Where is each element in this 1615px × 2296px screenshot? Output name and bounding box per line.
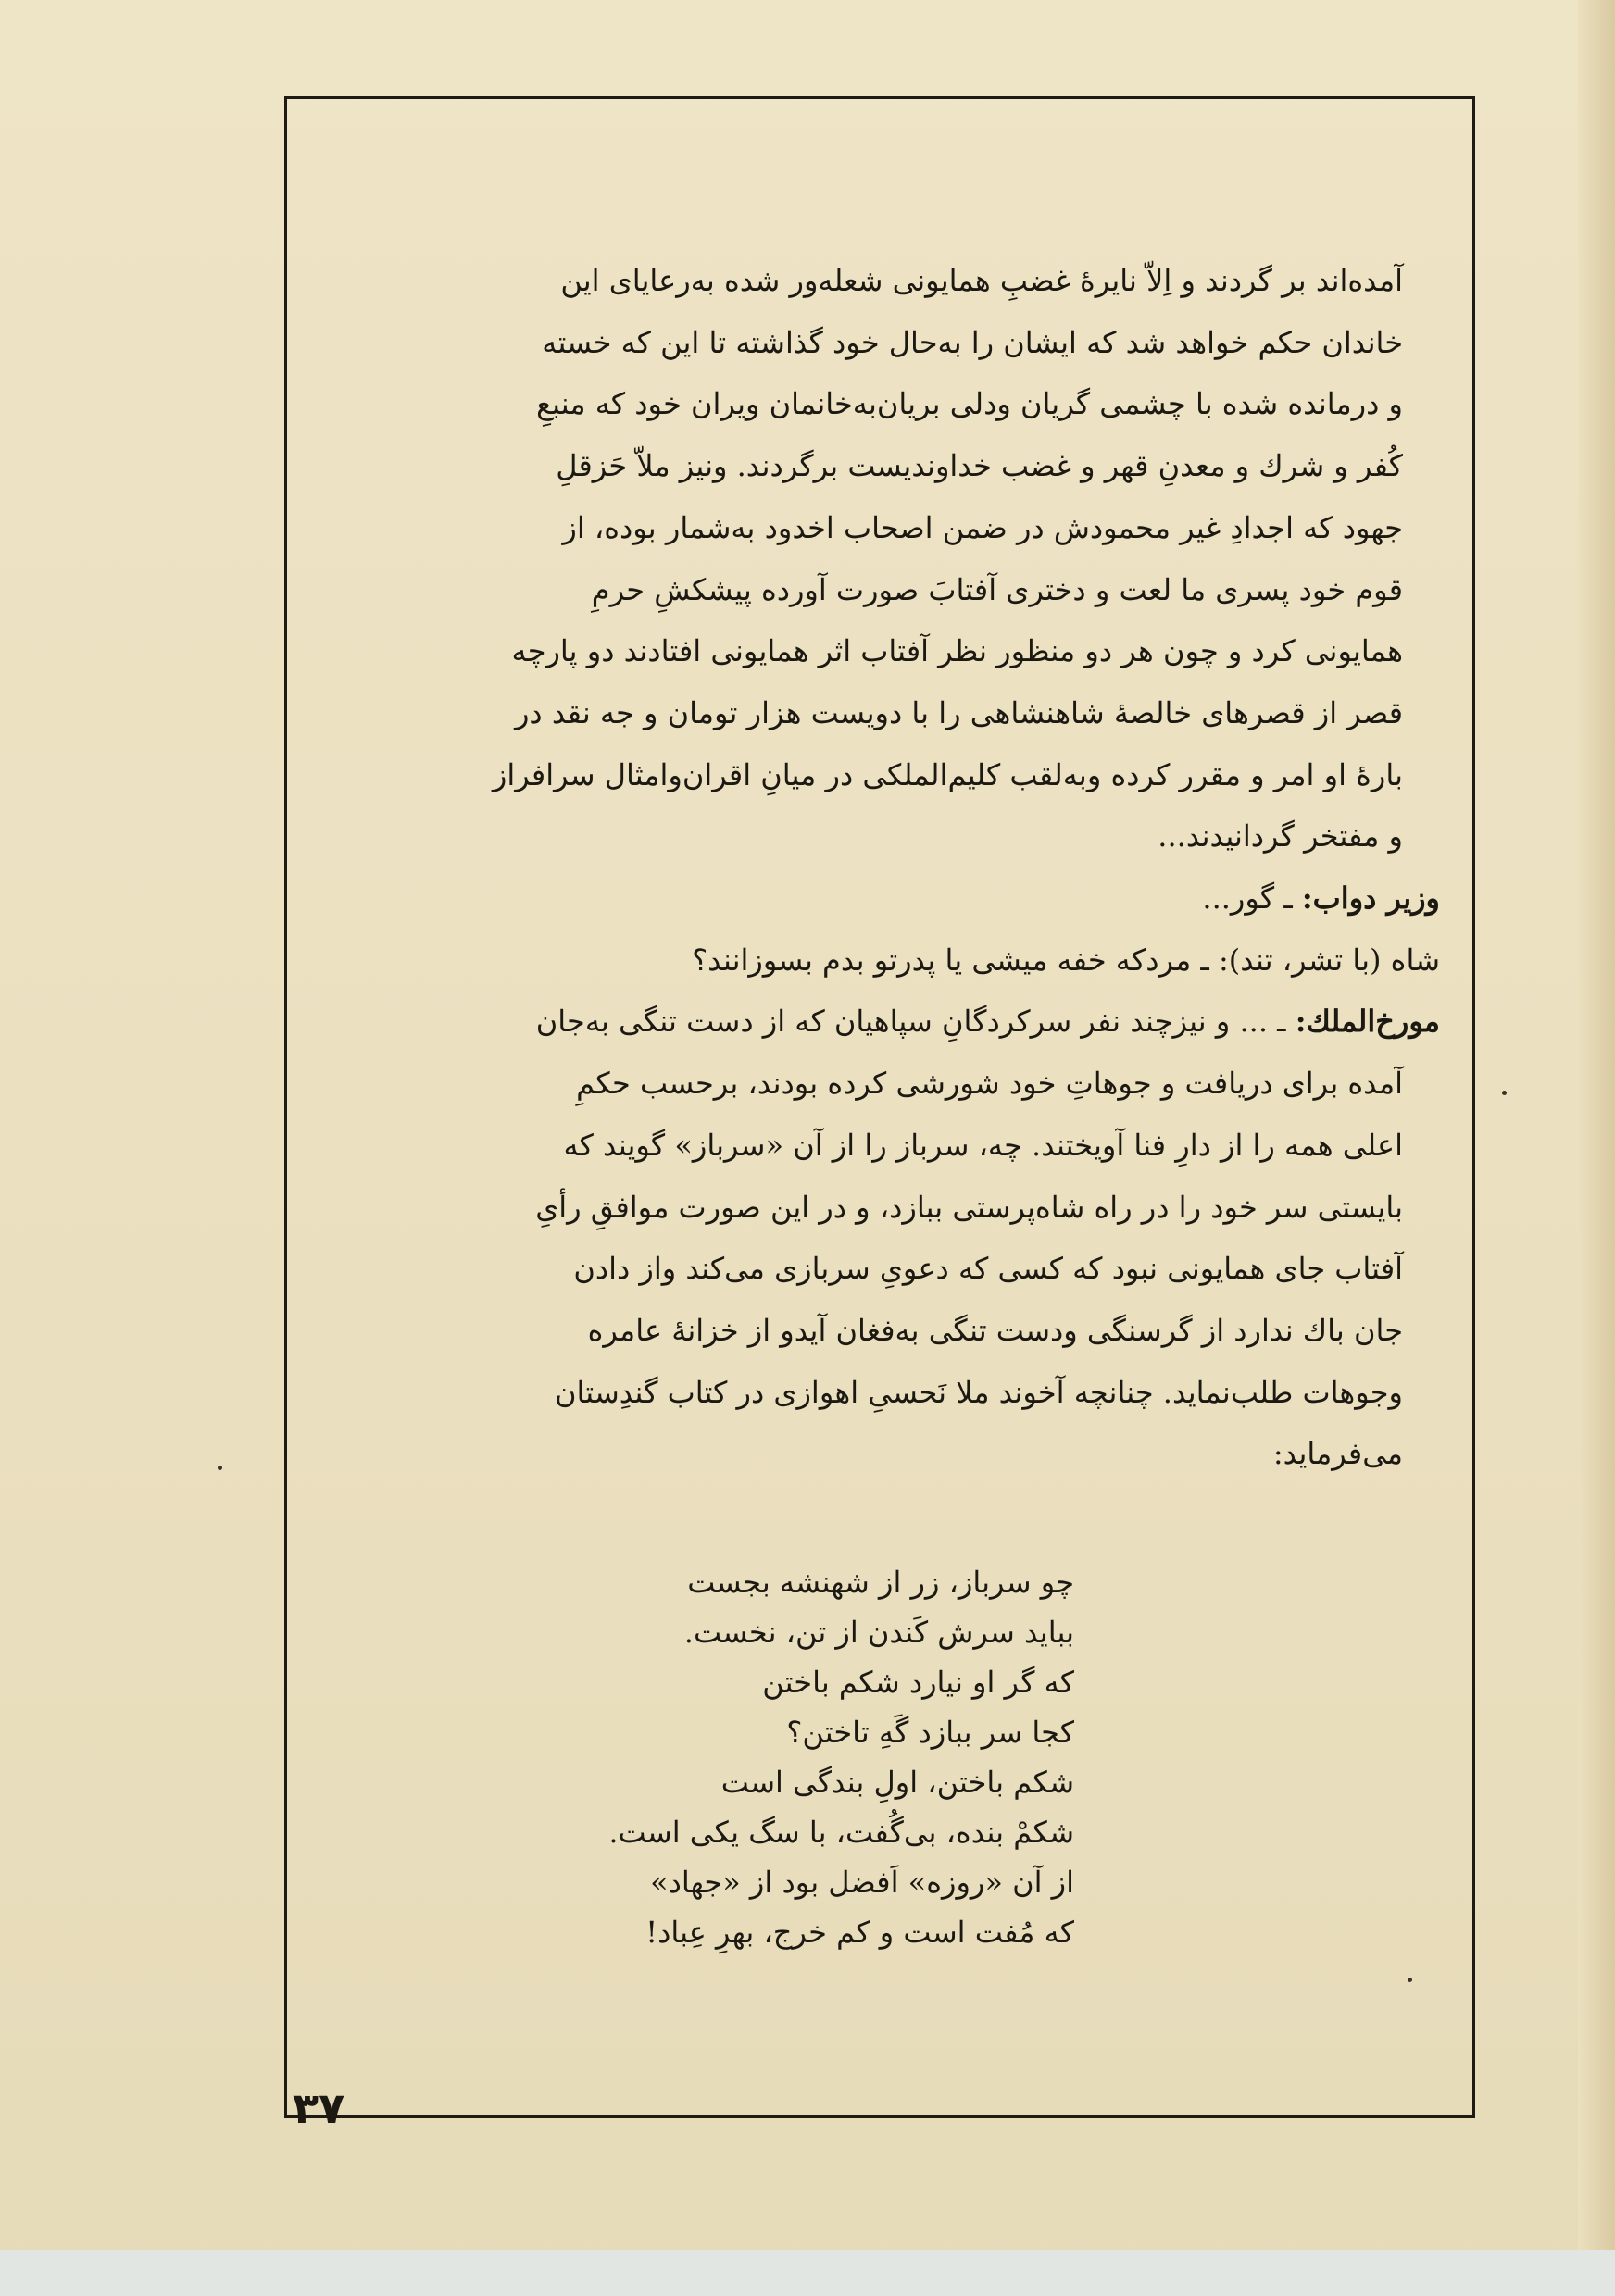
speaker-name: شاه (با تشر، تند): [1218, 942, 1440, 978]
poem-line: چو سرباز، زر از شهنشه بجست [687, 1565, 1074, 1600]
page-number: ۳۷ [293, 2083, 345, 2133]
poem-line: از آن «روزه» اَفضل بود از «جهاد» [650, 1865, 1074, 1900]
text-line: قوم خود پسری ما لعت و دختری آفتابَ صورت آورده پیشکشِ حرمِ [591, 571, 1403, 607]
poem-line: بباید سرش کَندن از تن، نخست. [683, 1615, 1074, 1650]
paper-speck [1408, 1978, 1412, 1982]
page-edge-shadow [1578, 0, 1615, 2250]
dialogue-vazir [324, 867, 1440, 930]
paper-speck [1502, 1091, 1507, 1095]
poem-line: که مُفت است و کم خرج، بهرِ عِباد! [645, 1915, 1074, 1950]
poem-block [482, 1557, 1074, 1957]
text-line: کُفر و شرك و معدنِ قهر و غضب خداوندیست برگردند. ونیز ملاّ حَزقلِ [556, 448, 1403, 484]
dialogue-shah [324, 930, 1440, 992]
text-line: همایونی کرد و چون هر دو منظور نظر آفتاب اثر همایونی افتادند دو پارچه [511, 633, 1403, 669]
paper-speck [218, 1466, 222, 1470]
poem-line: شکمْ بنده، بی‌گُفت، با سگ یکی است. [608, 1815, 1074, 1850]
poem-line: که گر او نیارد شکم باختن [762, 1665, 1074, 1700]
text-line: می‌فرماید: [1272, 1436, 1403, 1472]
text-line: و درمانده شده با چشمی گریان ودلی بریان‌به‌خانمان ویران خود که منبعِ [536, 386, 1403, 422]
dialogue-text: ـ ... و نیزچند نفر سرکردگانِ سپاهیان که از دست تنگی به‌جان [535, 1004, 1296, 1040]
text-line: خاندان حکم خواهد شد که ایشان را به‌حال خود گذاشته تا این که خسته [542, 324, 1403, 360]
text-line: بایستی سر خود را در راه شاه‌پرستی ببازد، و در این صورت موافقِ رأیِ [535, 1189, 1403, 1225]
text-line: وجوهات طلب‌نماید. چنانچه آخوند ملا نَحسیِ اهوازی در کتاب گندِستان [555, 1374, 1403, 1410]
poem-line: کجا سر ببازد گَهِ تاختن؟ [786, 1715, 1074, 1750]
text-line: آفتاب جای همایونی نبود که کسی که دعویِ سربازی می‌کند واز دادن [573, 1251, 1403, 1287]
text-line: و مفتخر گردانیدند... [1158, 818, 1403, 855]
text-line: بارهٔ او امر و مقرر کرده وبه‌لقب کلیم‌الملکی در میانِ اقران‌وامثال سرافراز [492, 756, 1403, 792]
moverekh-paragraph [324, 1053, 1403, 1485]
body-text [324, 250, 1440, 1485]
text-line: قصر از قصرهای خالصهٔ شاهنشاهی را با دویست هزار تومان و جه نقد در [514, 694, 1403, 730]
speaker-name: وزیر دواب: [1301, 880, 1440, 917]
dialogue-text: ـ گور... [1202, 880, 1302, 917]
text-line: آمده برای دریافت و جوهاتِ خود شورشی کرده بودند، برحسب حکمِ [576, 1066, 1403, 1102]
text-line: اعلی همه را از دارِ فنا آویختند. چه، سرباز را از آن «سرباز» گویند که [563, 1127, 1403, 1163]
speaker-name: مورخ‌الملك: [1295, 1004, 1440, 1040]
text-line: جان باك ندارد از گرسنگی ودست تنگی به‌فغان آیدو از خزانهٔ عامره [587, 1312, 1403, 1348]
dialogue-moverekh [324, 991, 1440, 1053]
narration-paragraph [324, 250, 1403, 867]
scan-margin [0, 2250, 1615, 2296]
dialogue-text: ـ مردکه خفه میشی یا پدرتو بدم بسوزانند؟ [692, 942, 1219, 978]
poem-line: شکم باختن، اولِ بندگی است [720, 1765, 1074, 1800]
text-line: جهود که اجدادِ غیر محمودش در ضمن اصحاب اخدود به‌شمار بوده، از [562, 509, 1403, 545]
text-line: آمده‌اند بر گردند و اِلاّ نایرهٔ غضبِ همایونی شعله‌ور شده به‌رعایای این [560, 263, 1403, 298]
